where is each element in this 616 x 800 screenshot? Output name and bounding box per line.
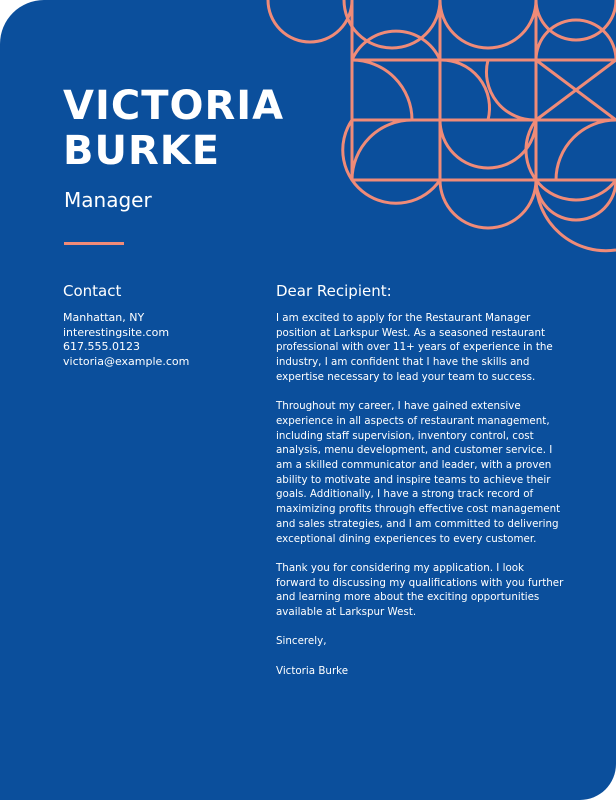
contact-location: Manhattan, NY: [63, 311, 145, 324]
letter-closing: Sincerely,: [276, 635, 327, 648]
contact-website[interactable]: interestingsite.com: [63, 325, 170, 339]
applicant-name: [63, 84, 284, 174]
geometric-pattern-decoration: [262, 0, 616, 260]
last-name: BURKE: [63, 128, 221, 174]
contact-phone[interactable]: 617.555.0123: [63, 340, 140, 354]
contact-email[interactable]: victoria@example.com: [63, 355, 190, 369]
letter-greeting: Dear Recipient:: [276, 282, 392, 300]
letter-paragraph-3: Thank you for considering my application. I look forward to discussing my qualifications with you further and learning more about the exciting opportunities available at Larkspur West.: [276, 561, 564, 619]
letter-signature: Victoria Burke: [276, 664, 349, 677]
job-title: Manager: [64, 188, 152, 212]
letter-paragraph-1: I am excited to apply for the Restaurant Manager position at Larkspur West. As a seasoned restaurant professional with over 11+ years of experience in the industry, I am confident that I have the skills and expertise necessary to lead your team to success.: [276, 312, 553, 383]
letter-body: [276, 311, 566, 679]
contact-heading: Contact: [63, 282, 122, 300]
letter-paragraph-2: Throughout my career, I have gained extensive experience in all aspects of restaurant management, including staff supervision, inventory control, cost analysis, menu development, and customer service. I am a skilled communicator and leader, with a proven ability to motivate and inspire teams to achieve their goals. Additionally, I have a strong track record of maximizing profits through effective cost management and sales strategies, and I am committed to delivering exceptional dining experiences to every customer.: [276, 400, 561, 545]
first-name: VICTORIA: [63, 83, 285, 129]
accent-divider: [64, 242, 124, 245]
contact-list: [63, 311, 189, 370]
